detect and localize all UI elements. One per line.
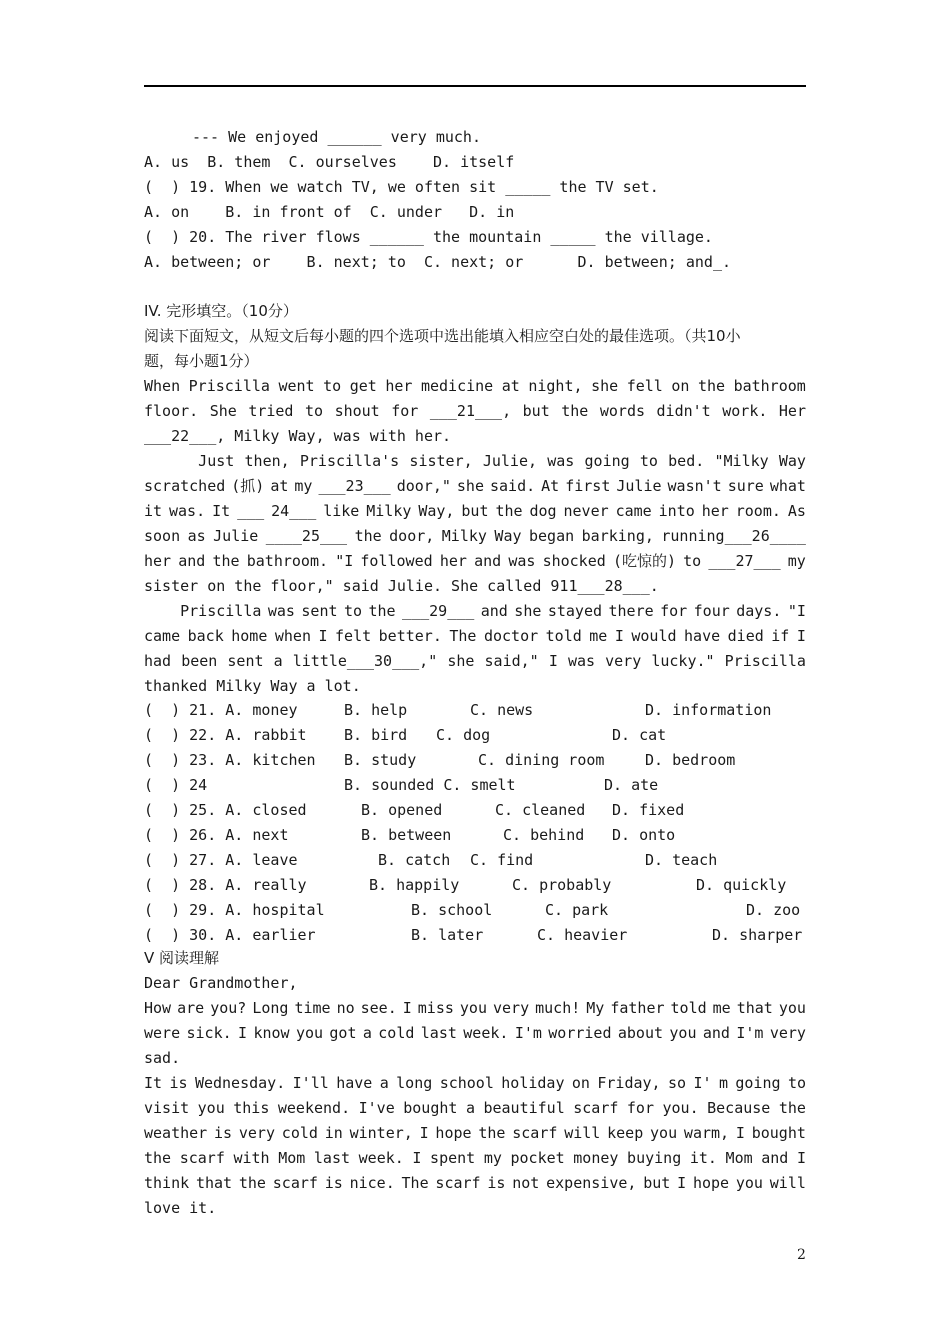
- cloze-option: ( ) 22. A. rabbit: [144, 726, 307, 744]
- letter-line: love it.: [144, 1199, 217, 1217]
- passage-line: scratched (抓) at my ___23___ door," she said. At first Julie wasn't sure what: [144, 477, 806, 495]
- cloze-option: B. later: [411, 926, 484, 944]
- cloze-option: C. park: [545, 901, 609, 919]
- letter-line: visit you this weekend. I've bought a beautiful scarf for you. Because the: [144, 1099, 806, 1117]
- q19-options: A. on B. in front of C. under D. in: [144, 203, 515, 221]
- passage-line: floor. She tried to shout for ___21___, but the words didn't work. Her: [144, 402, 806, 420]
- cloze-option: D. cat: [612, 726, 667, 744]
- cloze-option: D. onto: [612, 826, 676, 844]
- passage-line: ___22___, Milky Way, was with her.: [144, 427, 452, 445]
- header-rule: [144, 85, 806, 87]
- cloze-option: B. study: [344, 751, 417, 769]
- cloze-option: C. heavier: [537, 926, 628, 944]
- cloze-option: B. sounded C. smelt: [344, 776, 516, 794]
- q20-question: ( ) 20. The river flows ______ the mountain _____ the village.: [144, 228, 713, 246]
- cloze-option: ( ) 23. A. kitchen: [144, 751, 316, 769]
- cloze-option: C. dog: [436, 726, 491, 744]
- letter-line: weather is very cold in winter, I hope the scarf will keep you warm, I bought: [144, 1124, 806, 1142]
- cloze-option: ( ) 30. A. earlier: [144, 926, 316, 944]
- cloze-option: ( ) 28. A. really: [144, 876, 307, 894]
- cloze-option: C. dining room: [478, 751, 605, 769]
- cloze-option: B. school: [411, 901, 493, 919]
- section-4-instruction-2: 题，每小题1分）: [144, 352, 259, 370]
- cloze-option: D. fixed: [612, 801, 685, 819]
- cloze-option: D. quickly: [696, 876, 787, 894]
- q18-answer-line: --- We enjoyed ______ very much.: [192, 128, 481, 146]
- cloze-option: D. teach: [645, 851, 718, 869]
- passage-line: Priscilla was sent to the ___29___ and she stayed there for four days. "I: [144, 602, 806, 620]
- cloze-option: B. help: [344, 701, 408, 719]
- cloze-option: D. information: [645, 701, 772, 719]
- passage-line: soon as Julie ____25___ the door, Milky Way began barking, running___26____: [144, 527, 806, 545]
- q20-options: A. between; or B. next; to C. next; or D. between; and_.: [144, 253, 731, 271]
- passage-line: thanked Milky Way a lot.: [144, 677, 361, 695]
- cloze-option: D. ate: [604, 776, 659, 794]
- cloze-option: C. cleaned: [495, 801, 586, 819]
- cloze-option: ( ) 26. A. next: [144, 826, 289, 844]
- cloze-option: C. news: [470, 701, 534, 719]
- passage-line: sister on the floor," said Julie. She called 911___28___.: [144, 577, 659, 595]
- cloze-option: B. between: [361, 826, 452, 844]
- letter-line: How are you? Long time no see. I miss you very much! My father told me that you: [144, 999, 806, 1017]
- passage-line: her and the bathroom. "I followed her and was shocked (吃惊的) to ___27___ my: [144, 552, 806, 570]
- letter-line: the scarf with Mom last week. I spent my pocket money buying it. Mom and I: [144, 1149, 806, 1167]
- cloze-option: B. opened: [361, 801, 443, 819]
- cloze-option: D. zoo: [746, 901, 801, 919]
- section-5-title: V 阅读理解: [144, 949, 220, 967]
- cloze-option: D. bedroom: [645, 751, 736, 769]
- passage-line: Just then, Priscilla's sister, Julie, was going to bed. "Milky Way: [144, 452, 806, 470]
- cloze-option: B. catch: [378, 851, 451, 869]
- section-4-title: IV. 完形填空。（10分）: [144, 302, 298, 320]
- passage-line: had been sent a little___30___," she said," I was very lucky." Priscilla: [144, 652, 806, 670]
- cloze-option: C. find: [470, 851, 534, 869]
- section-4-instruction-1: 阅读下面短文，从短文后每小题的四个选项中选出能填入相应空白处的最佳选项。（共10小: [144, 327, 741, 345]
- cloze-option: B. bird: [344, 726, 408, 744]
- letter-line: think that the scarf is nice. The scarf is not expensive, but I hope you will: [144, 1174, 806, 1192]
- cloze-option: ( ) 24: [144, 776, 208, 794]
- cloze-option: C. behind: [503, 826, 585, 844]
- passage-line: came back home when I felt better. The doctor told me I would have died if I: [144, 627, 806, 645]
- passage-line: it was. It ___ 24___ like Milky Way, but the dog never came into her room. As: [144, 502, 806, 520]
- cloze-option: ( ) 27. A. leave: [144, 851, 298, 869]
- letter-line: Dear Grandmother,: [144, 974, 298, 992]
- passage-line: When Priscilla went to get her medicine at night, she fell on the bathroom: [144, 377, 806, 395]
- page-number: 2: [797, 1247, 806, 1263]
- cloze-option: D. sharper: [712, 926, 803, 944]
- letter-line: It is Wednesday. I'll have a long school holiday on Friday, so I' m going to: [144, 1074, 806, 1092]
- cloze-option: ( ) 25. A. closed: [144, 801, 307, 819]
- cloze-option: ( ) 29. A. hospital: [144, 901, 325, 919]
- cloze-option: ( ) 21. A. money: [144, 701, 298, 719]
- letter-line: were sick. I know you got a cold last week. I'm worried about you and I'm very: [144, 1024, 806, 1042]
- letter-line: sad.: [144, 1049, 181, 1067]
- cloze-option: B. happily: [369, 876, 460, 894]
- q19-question: ( ) 19. When we watch TV, we often sit _____ the TV set.: [144, 178, 659, 196]
- q18-options: A. us B. them C. ourselves D. itself: [144, 153, 515, 171]
- cloze-option: C. probably: [512, 876, 612, 894]
